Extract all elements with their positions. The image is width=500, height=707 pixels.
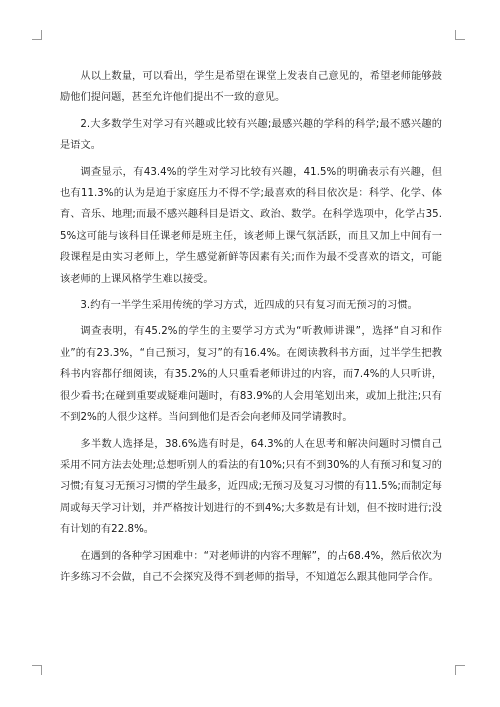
paragraph-study-habits: 多半数人选择是，38.6%选有时是，64.3%的人在思考和解决问题时习惯自己采用不同方法去处理;总想听别人的看法的有10%;只有不到30%的人有预习和复习的习惯;有复习无预习习惯的学生最多，近四成;无预习及复习习惯的有11.5%;而制定每周或每天学习计划，并严格按计划进行的不到4%;大多数是有计划，但不按时进行;没有计划的有22.8%。 bbox=[60, 438, 442, 536]
paragraph-difficulties: 在遇到的各种学习困难中：“对老师讲的内容不理解”，的占68.4%，然后依次为许多练习不会做，自己不会探究及得不到老师的指导，不知道怎么跟其他同学合作。 bbox=[60, 550, 442, 583]
paragraph-heading-3: 3.约有一半学生采用传统的学习方式，近四成的只有复习而无预习的习惯。 bbox=[80, 300, 418, 312]
paragraph-conclusion: 从以上数量，可以看出，学生是希望在课堂上发表自己意见的，希望老师能够鼓励他们提问题，甚至允许他们提出不一致的意见。 bbox=[60, 71, 442, 104]
crop-mark-bottom-right bbox=[455, 665, 465, 675]
paragraph-study-method: 调查表明，有45.2%的学生的主要学习方式为“听教师讲课”，选择“自习和作业”的有23.3%，“自己预习，复习”的有16.4%。在阅读教科书方面，过半学生把教科书内容都仔细阅读，有35.2%的人只重看老师讲过的内容，而7.4%的人只听讲，很少看书;在碰到重要或疑难问题时，有83.9%的人会用笔划出来，或加上批注;只有不到2%的人很少这样。当问到他们是否会向老师及同学请教时。 bbox=[60, 326, 442, 424]
paragraph-interest-survey: 调查显示，有43.4%的学生对学习比较有兴趣，41.5%的明确表示有兴趣，但也有11.3%的认为是迫于家庭压力不得不学;最喜欢的科目依次是：科学、化学、体育、音乐、地理;而最不感兴趣科目是语文、政治、数学。在科学选项中，化学占35.5%这可能与该科目任课老师是班主任，该老师上课气氛活跃，而且又加上中间有一段课程是由实习老师上，学生感觉新鲜等因素有关;而作为最不受喜欢的语文，可能该老师的上课风格学生难以接受。 bbox=[60, 166, 442, 285]
document-body bbox=[60, 66, 442, 593]
crop-mark-top-right bbox=[455, 30, 465, 40]
crop-mark-top-left bbox=[32, 30, 42, 40]
paragraph-heading-2: 2.大多数学生对学习有兴趣或比较有兴趣;最感兴趣的学科的科学;最不感兴趣的是语文。 bbox=[60, 118, 442, 152]
crop-mark-bottom-left bbox=[32, 665, 42, 675]
